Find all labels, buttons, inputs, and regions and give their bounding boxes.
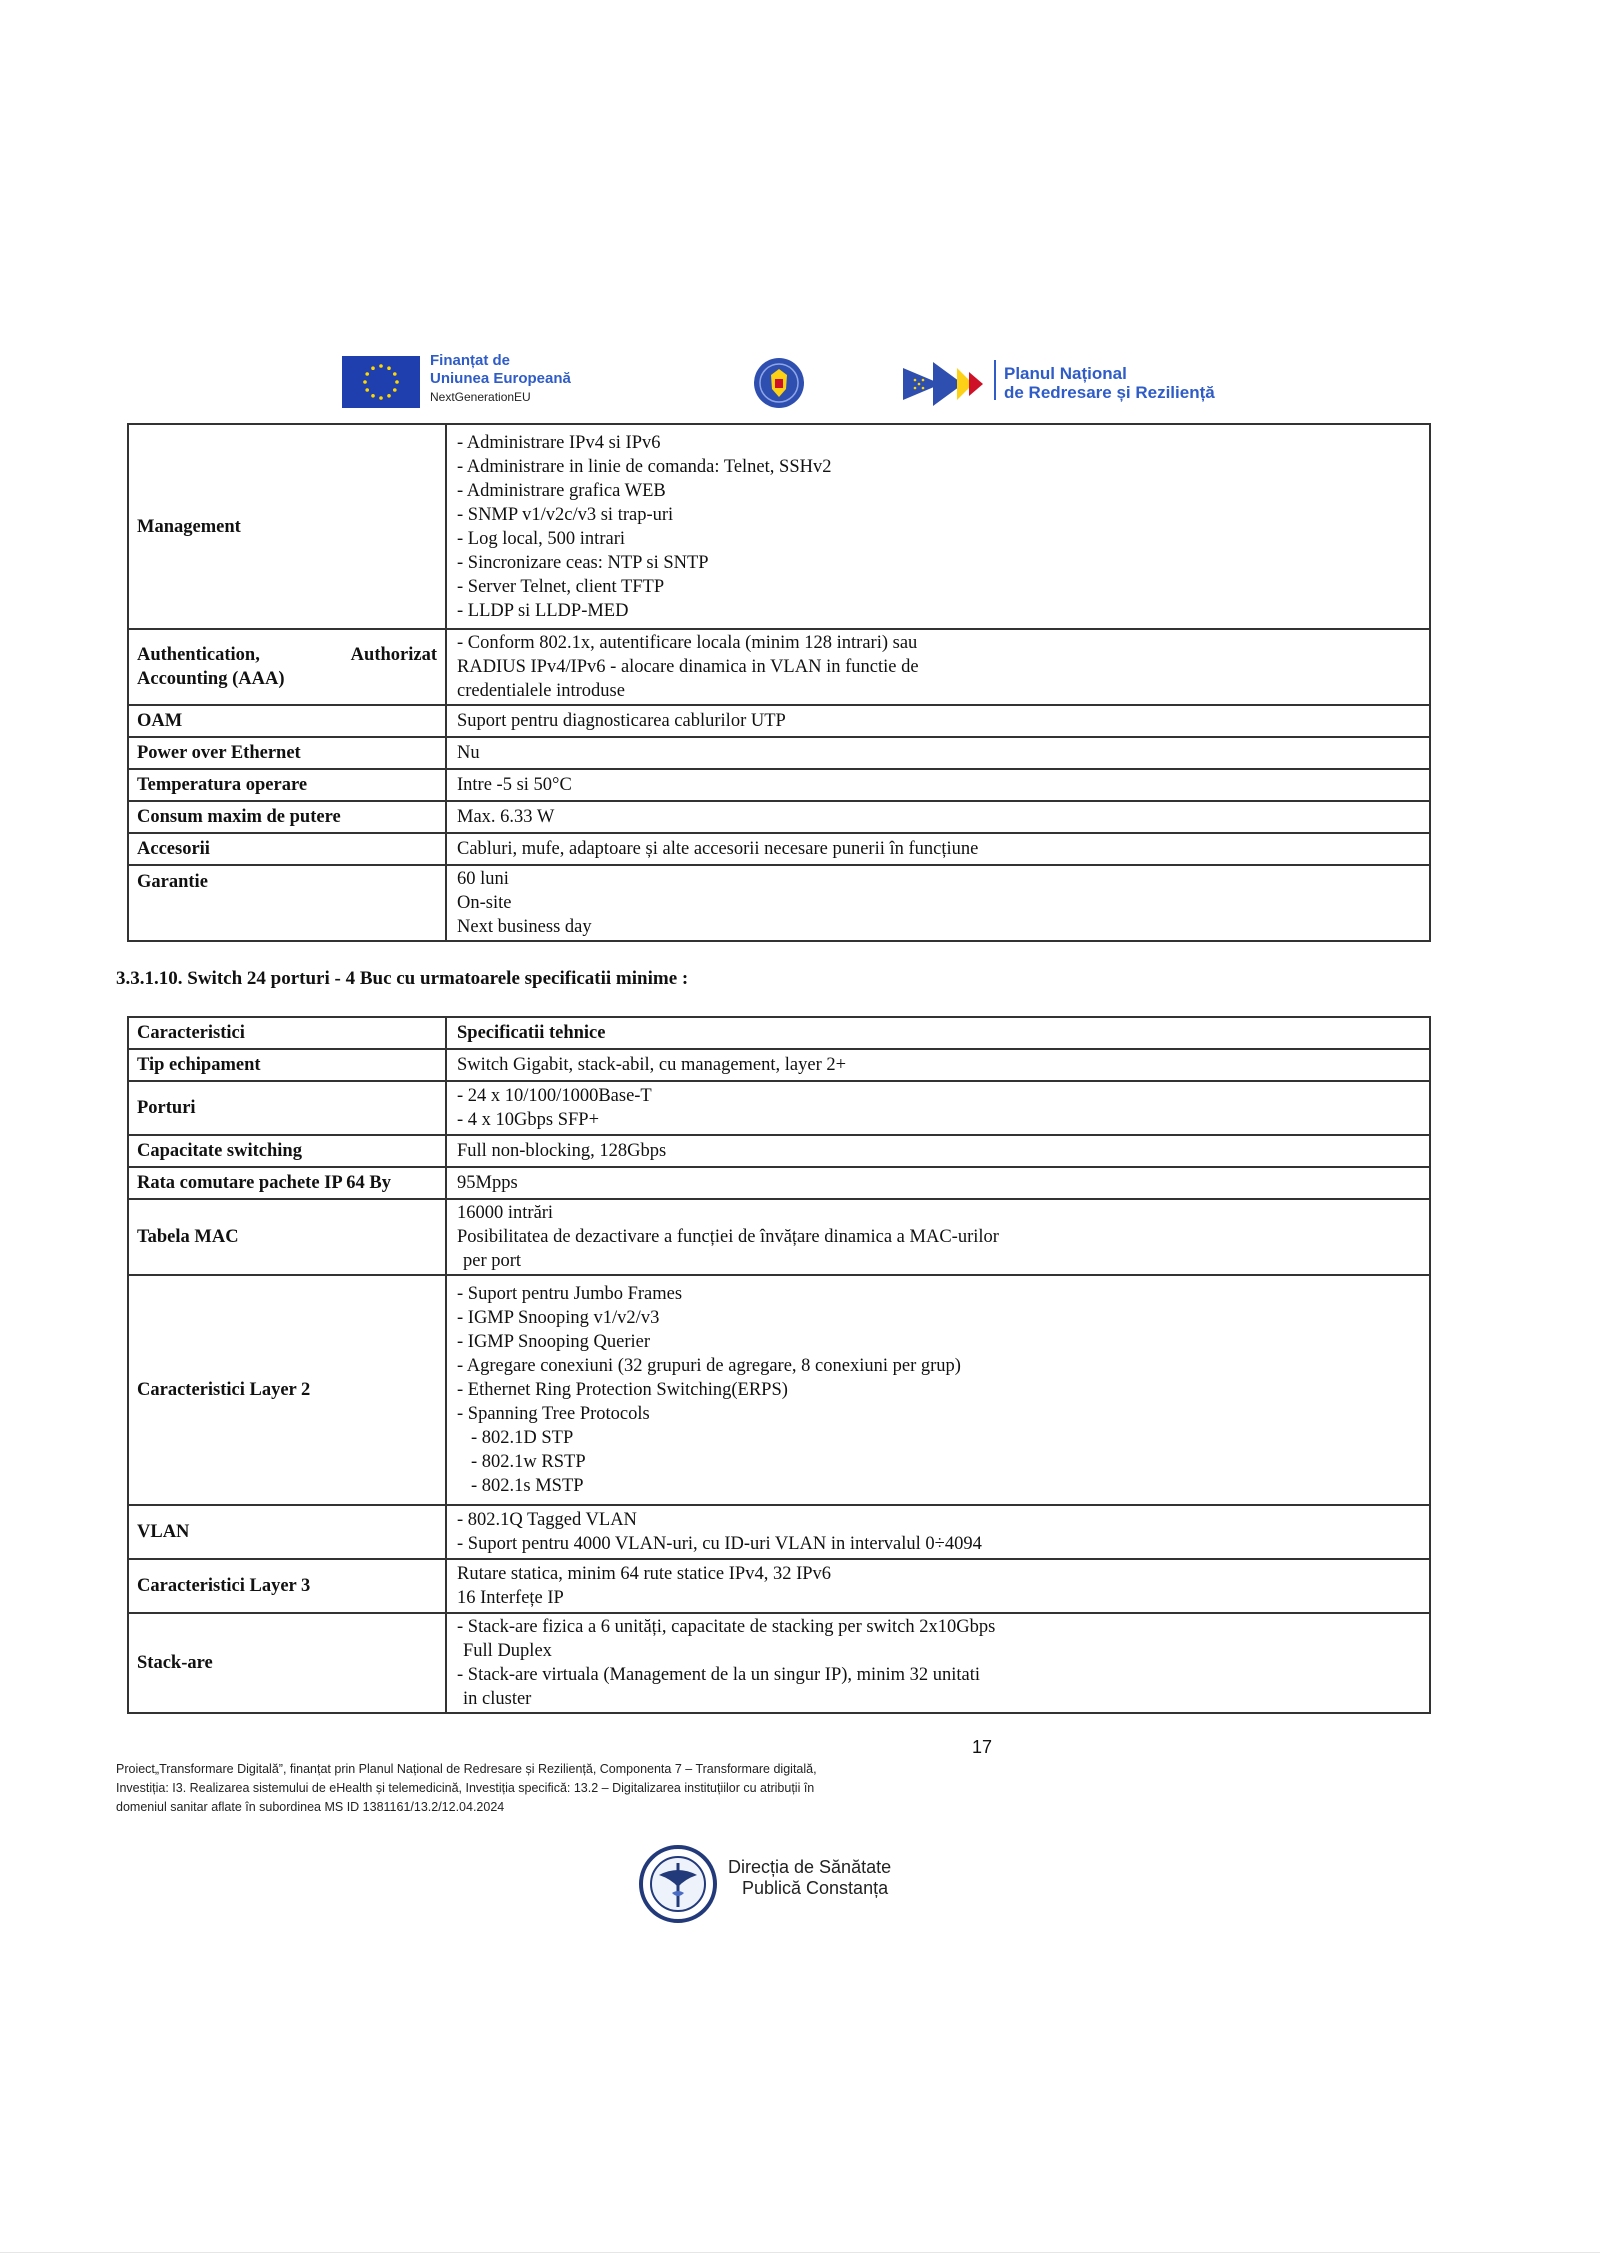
value-line: - 4 x 10Gbps SFP+ [457, 1110, 600, 1130]
table-row [128, 1505, 1430, 1559]
row-label: Tabela MAC [128, 1199, 446, 1275]
value-line: - Log local, 500 intrari [457, 528, 625, 549]
pnrr-line-1: Planul Național [1004, 364, 1127, 383]
row-value [446, 1613, 1430, 1713]
value-line: - Stack-are fizica a 6 unități, capacitate de stacking per switch 2x10Gbps [457, 1617, 996, 1637]
row-label [128, 629, 446, 705]
table-row [128, 1613, 1430, 1713]
footer-note [116, 1760, 817, 1817]
value-line: RADIUS IPv4/IPv6 - alocare dinamica in VLAN in functie de [457, 657, 919, 677]
row-value [446, 865, 1430, 941]
row-value: Max. 6.33 W [446, 801, 1430, 833]
value-line: - Administrare IPv4 si IPv6 [457, 432, 661, 453]
row-value: Nu [446, 737, 1430, 769]
page-number: 17 [972, 1737, 993, 1757]
page-edge-divider [0, 2252, 1600, 2253]
row-value [446, 1559, 1430, 1613]
table-row [128, 833, 1430, 865]
row-value [446, 1199, 1430, 1275]
value-line: - Agregare conexiuni (32 grupuri de agregare, 8 conexiuni per grup) [457, 1356, 961, 1376]
table-row [128, 865, 1430, 941]
value-line: - Suport pentru Jumbo Frames [457, 1284, 683, 1304]
row-value: Suport pentru diagnosticarea cablurilor UTP [446, 705, 1430, 737]
aaa-label-part: Accounting (AAA) [137, 669, 285, 689]
value-line: - Ethernet Ring Protection Switching(ERPS) [457, 1380, 788, 1400]
table-row [128, 801, 1430, 833]
value-line: - Conform 802.1x, autentificare locala (minim 128 intrari) sau [457, 633, 918, 653]
spec-table-switch-24 [127, 1016, 1431, 1714]
value-line: - IGMP Snooping Querier [457, 1332, 651, 1352]
row-label: Stack-are [128, 1613, 446, 1713]
table-row [128, 705, 1430, 737]
row-label: Garantie [128, 865, 446, 941]
value-line: - 24 x 10/100/1000Base-T [457, 1086, 652, 1106]
eu-funding-label [430, 352, 571, 406]
aaa-label-part: Authorizat [350, 645, 437, 665]
row-label: Management [128, 424, 446, 629]
row-label: Consum maxim de putere [128, 801, 446, 833]
table-row [128, 1135, 1430, 1167]
row-value: 95Mpps [446, 1167, 1430, 1199]
row-value [446, 1081, 1430, 1135]
value-line: - Administrare grafica WEB [457, 480, 666, 501]
value-line: Next business day [457, 917, 592, 937]
row-value [446, 629, 1430, 705]
value-line: 60 luni [457, 869, 509, 889]
value-line: per port [463, 1251, 522, 1271]
row-value [446, 1275, 1430, 1505]
dsp-line-1: Direcția de Sănătate [728, 1857, 892, 1877]
column-header: Caracteristici [128, 1017, 446, 1049]
value-line: - Sincronizare ceas: NTP si SNTP [457, 552, 709, 573]
eu-line-2: Uniunea Europeană [430, 370, 571, 387]
eu-line-1: Finanțat de [430, 352, 511, 369]
row-value [446, 424, 1430, 629]
dsp-constanta-logo-icon [637, 1843, 719, 1925]
row-value: Full non-blocking, 128Gbps [446, 1135, 1430, 1167]
value-line: - Stack-are virtuala (Management de la un singur IP), minim 32 unitati [457, 1665, 980, 1685]
pnrr-line-2: de Redresare și Reziliență [1004, 383, 1215, 402]
value-line: Rutare statica, minim 64 rute statice IPv4, 32 IPv6 [457, 1564, 832, 1584]
value-line: - 802.1D STP [471, 1428, 574, 1448]
footer-line-3: domeniul sanitar aflate în subordinea MS ID 1381161/13.2/12.04.2024 [116, 1800, 505, 1814]
row-label: OAM [128, 705, 446, 737]
value-line: 16000 intrări [457, 1203, 554, 1223]
row-value [446, 1505, 1430, 1559]
value-line: 16 Interfețe IP [457, 1588, 564, 1608]
footer-line-1: Proiect„Transformare Digitală”, finanțat prin Planul Național de Redresare și Reziliență, Componenta 7 – Transformare digitală, [116, 1762, 817, 1776]
page-header [0, 350, 1600, 410]
value-line: - Administrare in linie de comanda: Telnet, SSHv2 [457, 456, 832, 477]
row-label: Temperatura operare [128, 769, 446, 801]
row-label: Capacitate switching [128, 1135, 446, 1167]
table-row [128, 424, 1430, 629]
row-value: Intre -5 si 50°C [446, 769, 1430, 801]
row-label: Porturi [128, 1081, 446, 1135]
eu-flag-icon [342, 356, 420, 408]
row-label: Caracteristici Layer 2 [128, 1275, 446, 1505]
value-line: - Spanning Tree Protocols [457, 1404, 650, 1424]
value-line: - Suport pentru 4000 VLAN-uri, cu ID-uri VLAN in intervalul 0÷4094 [457, 1534, 982, 1554]
table-row [128, 1167, 1430, 1199]
table-row [128, 629, 1430, 705]
column-header: Specificatii tehnice [446, 1017, 1430, 1049]
dsp-line-2: Publică Constanța [742, 1878, 889, 1898]
table-row [128, 1049, 1430, 1081]
section-title: 3.3.1.10. Switch 24 porturi - 4 Buc cu urmatoarele specificatii minime : [116, 968, 689, 989]
row-value: Cabluri, mufe, adaptoare și alte accesorii necesare punerii în funcțiune [446, 833, 1430, 865]
romania-government-seal-icon [753, 357, 805, 409]
table-row [128, 1275, 1430, 1505]
value-line: credentialele introduse [457, 681, 625, 701]
value-line: - 802.1w RSTP [471, 1452, 586, 1472]
value-line: Posibilitatea de dezactivare a funcției de învățare dinamica a MAC-urilor [457, 1227, 999, 1247]
row-label: Power over Ethernet [128, 737, 446, 769]
value-line: - 802.1s MSTP [471, 1476, 584, 1496]
value-line: On-site [457, 893, 512, 913]
value-line: - LLDP si LLDP-MED [457, 600, 629, 621]
table-row [128, 1081, 1430, 1135]
row-label: Tip echipament [128, 1049, 446, 1081]
eu-line-3: NextGenerationEU [430, 390, 531, 404]
table-row [128, 737, 1430, 769]
table-row [128, 1559, 1430, 1613]
row-label: VLAN [128, 1505, 446, 1559]
table-row [128, 1199, 1430, 1275]
pnrr-divider [994, 360, 996, 400]
value-line: in cluster [463, 1689, 532, 1709]
value-line: Full Duplex [463, 1641, 552, 1661]
value-line: - 802.1Q Tagged VLAN [457, 1510, 637, 1530]
aaa-label-line [137, 643, 437, 667]
row-label: Rata comutare pachete IP 64 By [128, 1167, 446, 1199]
dsp-constanta-label [728, 1857, 891, 1899]
pnrr-label [1004, 364, 1215, 402]
value-line: - SNMP v1/v2c/v3 si trap-uri [457, 504, 674, 525]
footer-line-2: Investiția: I3. Realizarea sistemului de eHealth și telemedicină, Investiția specifică: 13.2 – Digitalizarea instituțiilor cu atribuții în [116, 1781, 815, 1795]
table-header-row [128, 1017, 1430, 1049]
value-line: - Server Telnet, client TFTP [457, 576, 665, 597]
row-label: Caracteristici Layer 3 [128, 1559, 446, 1613]
table-row [128, 769, 1430, 801]
value-line: - IGMP Snooping v1/v2/v3 [457, 1308, 660, 1328]
row-value: Switch Gigabit, stack-abil, cu management, layer 2+ [446, 1049, 1430, 1081]
spec-table-network-device [127, 423, 1431, 942]
row-label: Accesorii [128, 833, 446, 865]
aaa-label-part: Authentication, [137, 645, 260, 665]
pnrr-arrows-icon [903, 358, 993, 410]
